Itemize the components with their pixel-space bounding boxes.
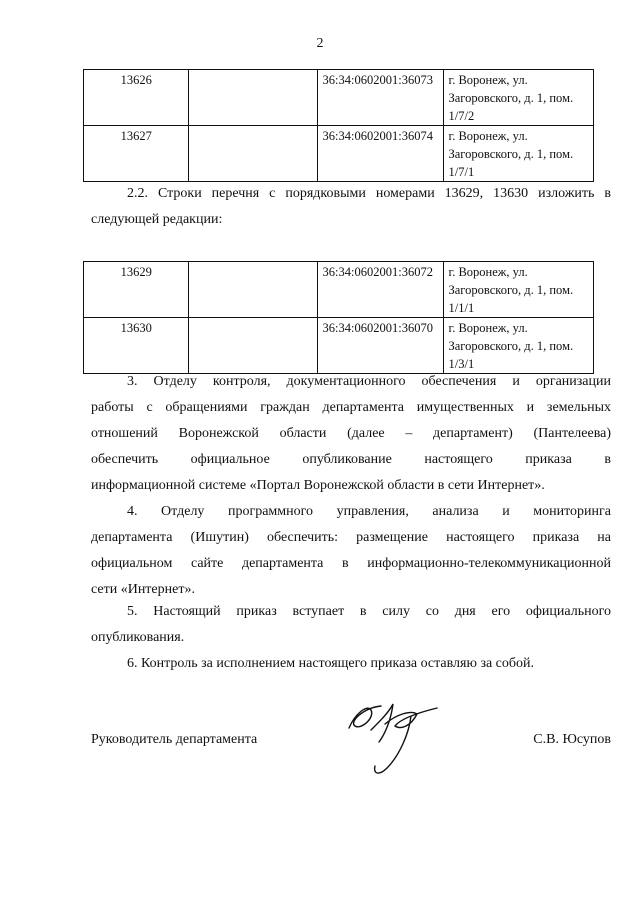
paragraph-line: 5. Настоящий приказ вступает в силу со дня его официального xyxy=(127,604,611,619)
address-line: г. Воронеж, ул. xyxy=(448,73,528,87)
row-number: 13627 xyxy=(84,126,189,182)
table-row xyxy=(84,126,594,182)
paragraph-line: 4. Отделу программного управления, анализа и мониторинга xyxy=(127,504,611,519)
row-number: 13629 xyxy=(84,262,189,318)
address-line: г. Воронеж, ул. xyxy=(448,265,528,279)
empty-cell xyxy=(189,262,317,318)
address-cell xyxy=(443,318,594,374)
empty-cell xyxy=(189,126,317,182)
paragraph-4 xyxy=(91,499,611,603)
paragraph-line: опубликования. xyxy=(91,630,185,645)
empty-cell xyxy=(189,70,317,126)
paragraph-line: обеспечить официальное опубликование настоящего приказа в xyxy=(91,452,611,467)
paragraph-line: 3. Отделу контроля, документационного обеспечения и организации xyxy=(127,374,611,389)
address-line: 1/7/1 xyxy=(448,165,475,179)
paragraph-line: 6. Контроль за исполнением настоящего приказа оставляю за собой. xyxy=(127,656,535,671)
paragraph-2-2 xyxy=(91,181,611,233)
address-line: Загоровского, д. 1, пом. xyxy=(448,147,574,161)
table-row xyxy=(84,318,594,374)
address-line: 1/3/1 xyxy=(448,357,475,371)
signatory-name: С.В. Юсупов xyxy=(533,732,611,747)
row-number: 13626 xyxy=(84,70,189,126)
address-line: Загоровского, д. 1, пом. xyxy=(448,283,574,297)
address-line: 1/1/1 xyxy=(448,301,475,315)
address-line: 1/7/2 xyxy=(448,109,475,123)
paragraph-3 xyxy=(91,369,611,499)
paragraph-line: официальном сайте департамента в информационно-телекоммуникационной xyxy=(91,556,611,571)
address-line: г. Воронеж, ул. xyxy=(448,321,528,335)
handwritten-signature xyxy=(341,700,451,790)
signatory-title: Руководитель департамента xyxy=(91,732,258,747)
paragraph-6 xyxy=(91,651,611,677)
table-row xyxy=(84,262,594,318)
cadastral-number: 36:34:0602001:36070 xyxy=(317,318,443,374)
paragraph-line: сети «Интернет». xyxy=(91,582,195,597)
address-line: Загоровского, д. 1, пом. xyxy=(448,91,574,105)
paragraph-line: департамента (Ишутин) обеспечить: размещение настоящего приказа на xyxy=(91,530,611,545)
cadastral-number: 36:34:0602001:36073 xyxy=(317,70,443,126)
paragraph-line: отношений Воронежской области (далее – департамент) (Пантелеева) xyxy=(91,426,611,441)
address-cell xyxy=(443,70,594,126)
paragraph-line: 2.2. Строки перечня с порядковыми номерами 13629, 13630 изложить в xyxy=(127,186,611,201)
paragraph-line: информационной системе «Портал Воронежской области в сети Интернет». xyxy=(91,478,545,493)
empty-cell xyxy=(189,318,317,374)
cadastral-number: 36:34:0602001:36072 xyxy=(317,262,443,318)
registry-table-new-rows xyxy=(83,261,594,374)
address-line: г. Воронеж, ул. xyxy=(448,129,528,143)
paragraph-5 xyxy=(91,599,611,651)
table-row xyxy=(84,70,594,126)
registry-table-continuation xyxy=(83,69,594,182)
paragraph-line: следующей редакции: xyxy=(91,212,223,227)
address-cell xyxy=(443,262,594,318)
cadastral-number: 36:34:0602001:36074 xyxy=(317,126,443,182)
page-number: 2 xyxy=(316,36,324,51)
row-number: 13630 xyxy=(84,318,189,374)
address-cell xyxy=(443,126,594,182)
address-line: Загоровского, д. 1, пом. xyxy=(448,339,574,353)
paragraph-line: работы с обращениями граждан департамента имущественных и земельных xyxy=(91,400,611,415)
